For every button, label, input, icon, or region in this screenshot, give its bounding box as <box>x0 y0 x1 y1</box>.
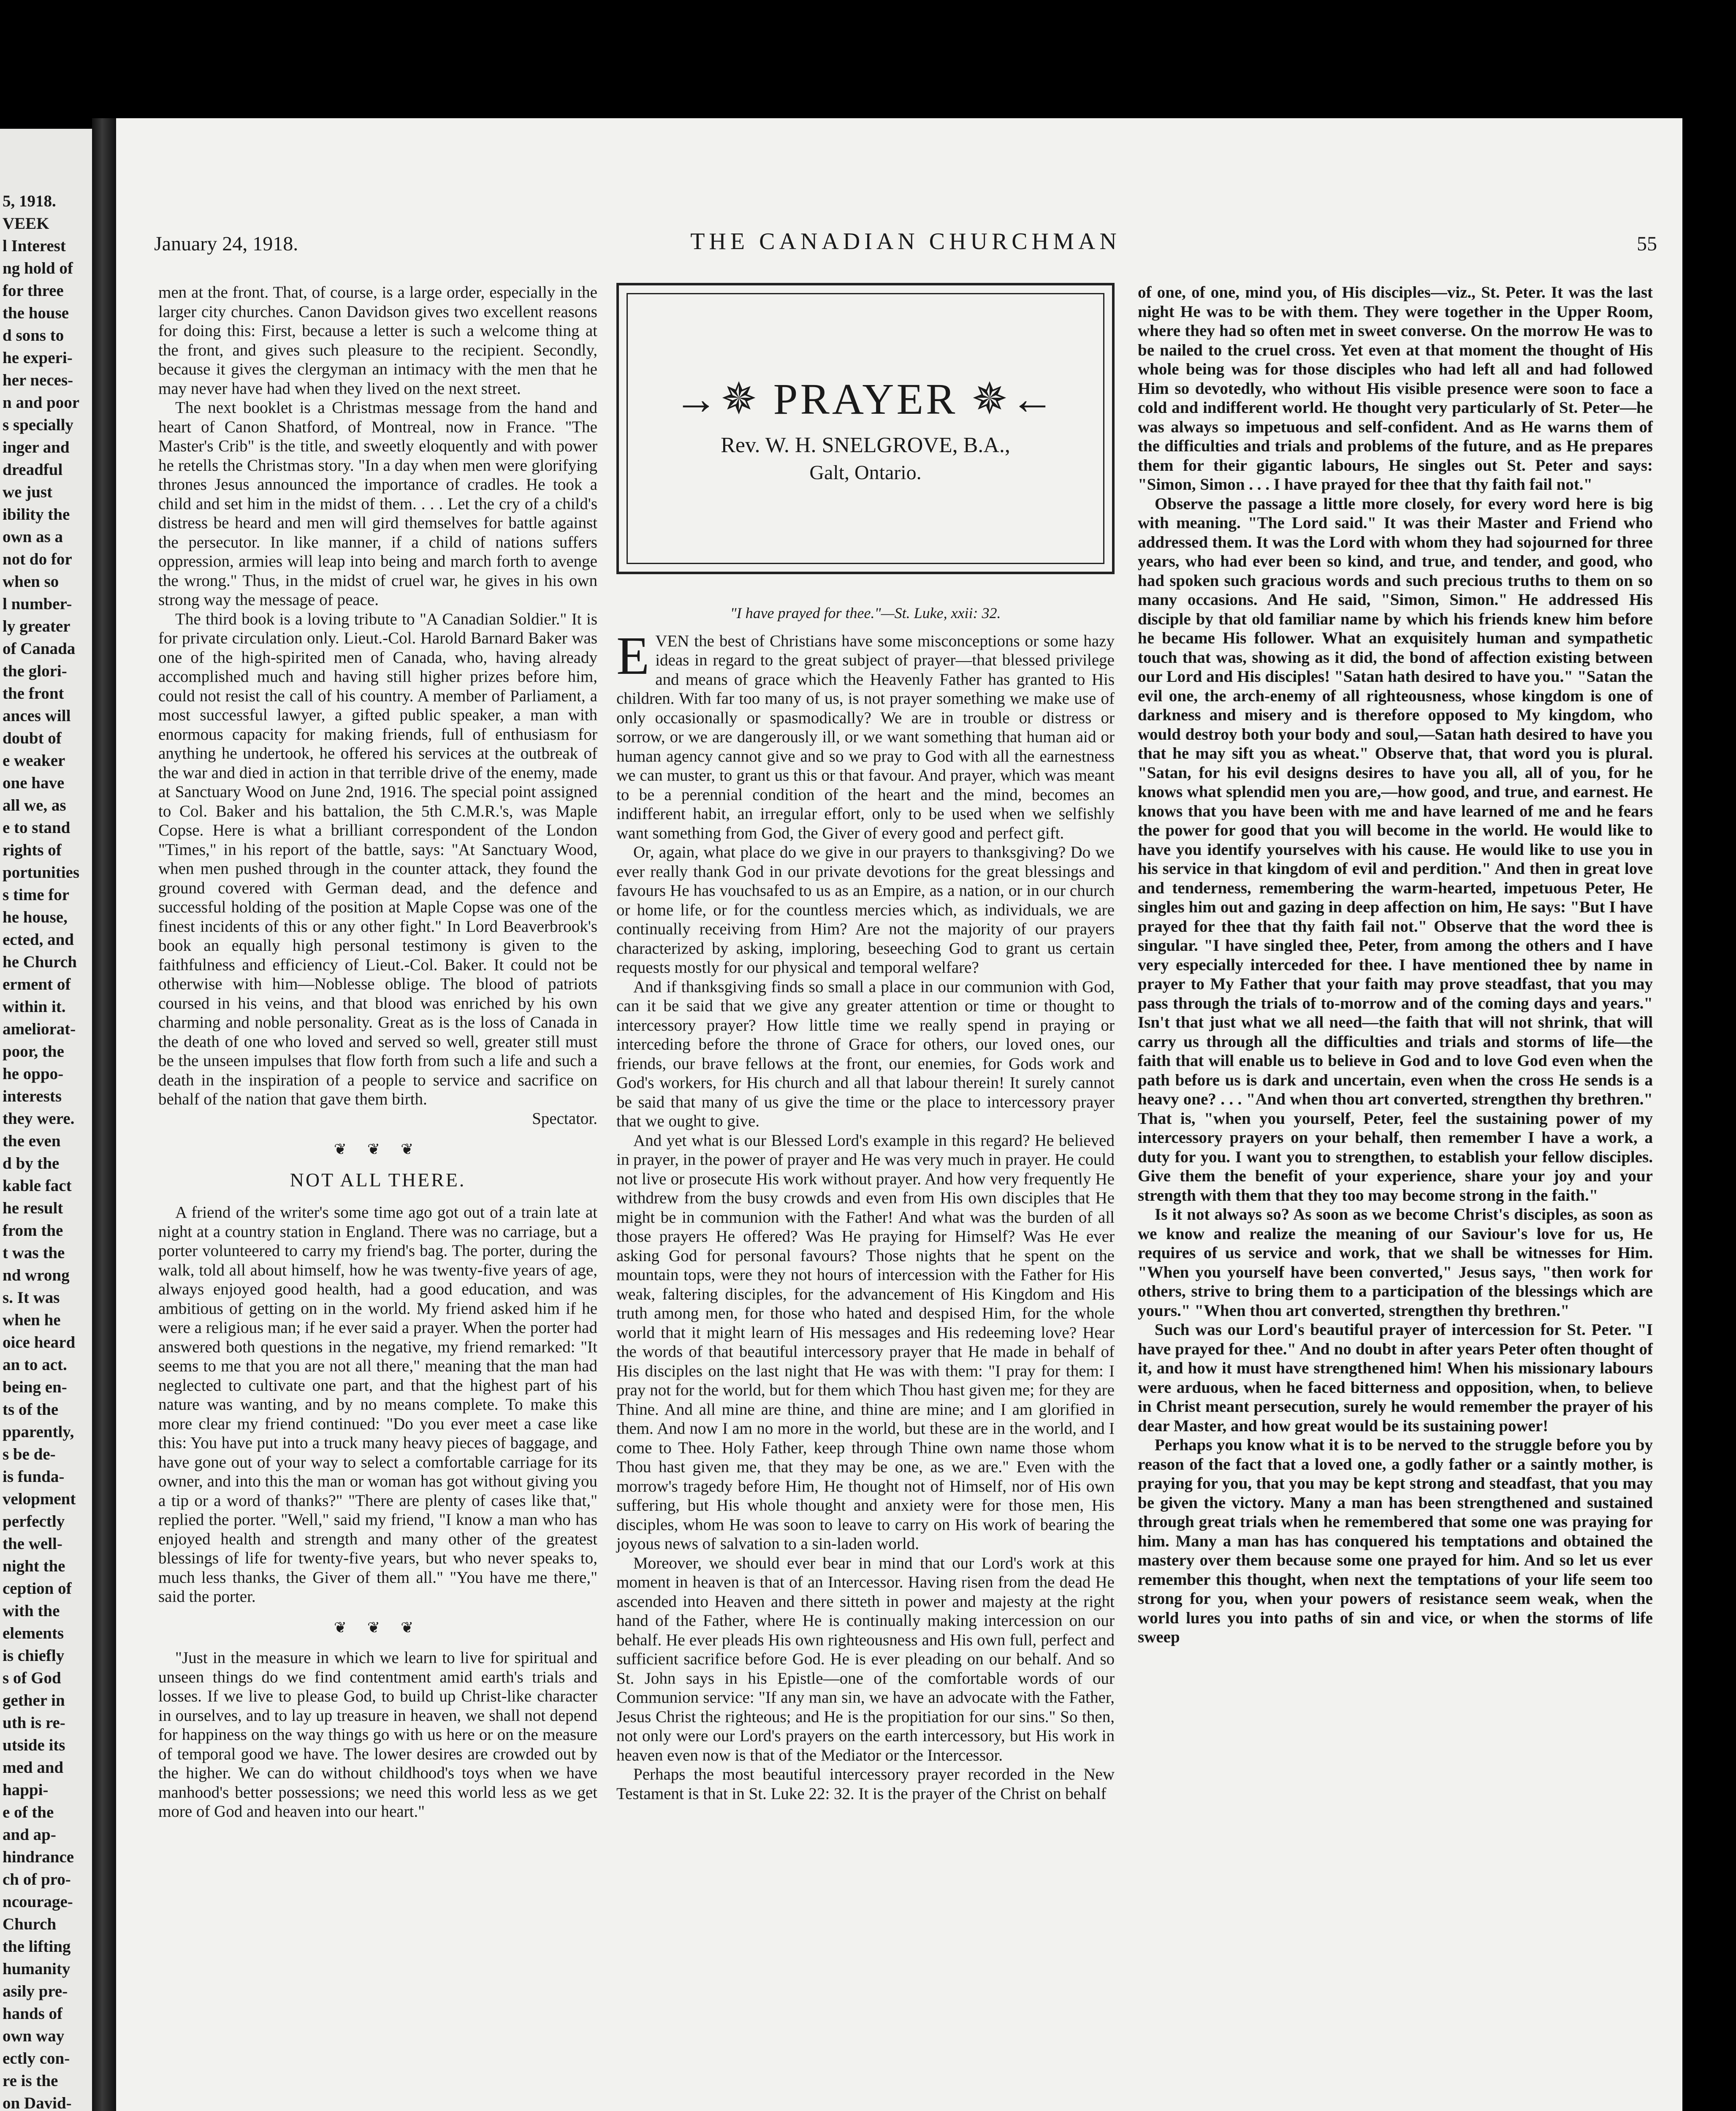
fragment-line: erment of <box>3 975 71 993</box>
section-ornament: ❦ ❦ ❦ <box>334 1141 422 1158</box>
fragment-line: the house <box>3 304 69 322</box>
paragraph: of one, of one, mind you, of His disciples—viz., St. Peter. It was the last night He was to be with them. They were together in the Upper Room, where they had so often met in sweet converse. On the morrow He was to be nailed to the cruel cross. Yet even at that moment the thought of His whole being was for those disciples who had left all and had followed Him so devotedly, who without His visible presence were soon to face a cold and indifferent world. He thought very particularly of St. Peter—he was always so impetuous and self-confident. And as He warns them of the difficulties and trials and problems of the future, and as He prepares them for their gigantic labours, He singles out St. Peter and says: "Simon, Simon . . . I have prayed for thee that thy faith fail not." <box>1138 283 1653 494</box>
section-ornament: ❦ ❦ ❦ <box>334 1619 422 1636</box>
fragment-line: with the <box>3 1602 60 1620</box>
fragment-line: s. It was <box>3 1289 60 1307</box>
fragment-line: elements <box>3 1624 64 1642</box>
paragraph: "Just in the measure in which we learn to live for spiritual and unseen things do we find contentment amid earth's trials and losses. If we live to please God, to build up Christ-like character in ourselves, and to lay up treasure in heaven, we shall not depend for happiness on the way things go with us here or on the measure of temporal good we have. The lower desires are crowded out by the higher. We can do without childhood's toys when we have manhood's better possessions; we need this world less as we get more of God and heaven into our heart." <box>158 1649 597 1821</box>
fragment-line: ances will <box>3 707 71 725</box>
paragraph: And if thanksgiving finds so small a place in our communion with God, can it be said that we give any greater attention or time or thought to intercessory prayer? How little time we really spend in praying or interceding before the throne of Grace for others, our loved ones, our friends, our brave fellows at the front, our enemies, for Gods work and God's workers, for His church and all that labour therein! It surely cannot be said that many of us give the time or the place to intercessory prayer that we ought to give. <box>616 977 1115 1130</box>
fragment-line: ch of pro- <box>3 1870 71 1889</box>
fragment-line: ected, and <box>3 931 74 949</box>
fragment-line: one have <box>3 774 65 792</box>
paragraph: Such was our Lord's beautiful prayer of intercession for St. Peter. "I have prayed for thee." And no doubt in after years Peter often thought of it, and how it must have strengthened him! When his missionary labours were arduous, when he faced bitterness and opposition, when, to believe in Christ meant persecution, surely he would remember the prayer of his dear Master, and how great would be its sustaining power! <box>1138 1321 1653 1435</box>
paragraph: And yet what is our Blessed Lord's example in this regard? He believed in prayer, in the power of prayer and He was very much in prayer. He could not live or prosecute His work without prayer. And how very frequently He withdrew from the busy crowds and even from His own disciples that He might be in communion with the Father! And what was the burden of all those prayers He offered? Was He praying for Himself? Was He ever asking God for personal favours? Those nights that he spent on the mountain tops, were they not hours of intercession with the Father for His weak, faltering disciples, for the advancement of His Kingdom and His truth among men, for those who hated and despised Him, for the whole world that it might learn of His messages and His redeeming love? Hear the words of that beautiful intercessory prayer that He made in behalf of His disciples on the last night that He was with them: "I pray for them: I pray not for the world, but for them which Thou hast given me; for they are Thine. And all mine are thine, and thine are mine; and I am glorified in them. And now I am no more in the world, but these are in the world, and I come to Thee. Holy Father, keep through Thine own name those whom Thou hast given me, that they may be one, as we are." Even with the morrow's tragedy before Him, He thought not of Himself, nor of His own suffering, but His whole thought and anxiety were for those men, His disciples, whom He was soon to leave to carry on His work of bearing the joyous news of salvation to a sin-laden world. <box>616 1131 1115 1553</box>
fragment-line: asily pre- <box>3 1982 68 2000</box>
fragment-line: inger and <box>3 438 70 456</box>
fragment-line: dreadful <box>3 461 63 479</box>
page-header <box>154 228 1657 266</box>
fragment-line: d sons to <box>3 326 64 345</box>
fragment-line: all we, as <box>3 796 66 814</box>
title-box-inner <box>627 293 1104 564</box>
fragment-line: he result <box>3 1199 63 1217</box>
paragraph: Is it not always so? As soon as we become Christ's disciples, as soon as we know and realize the meaning of our Saviour's love for us, He requires of us service and work, that we shall be witnesses for Him. "When you yourself have been converted," Jesus says, "then work for others, strive to bring them to a participation of the blessings which are yours." "When thou art converted, strengthen thy brethren." <box>1138 1205 1653 1320</box>
column-left <box>158 283 597 1821</box>
publication-title: THE CANADIAN CHURCHMAN <box>690 228 1121 255</box>
fragment-line: the glori- <box>3 662 67 680</box>
fragment-line: gether in <box>3 1691 65 1709</box>
fragment-line: hands of <box>3 2005 62 2023</box>
adjacent-page-fragment <box>0 129 92 2111</box>
fragment-line: he oppo- <box>3 1065 64 1083</box>
fragment-line: kable fact <box>3 1177 72 1195</box>
fragment-line: med and <box>3 1758 64 1777</box>
fragment-line: an to act. <box>3 1356 67 1374</box>
article-title-box <box>616 283 1115 574</box>
paragraph: Or, again, what place do we give in our prayers to thanksgiving? Do we ever really thank God in our private devotions for the great blessings and favours He has vouchsafed to us as an Empire, as a nation, or in our church or home life, or for the countless mercies which, as individuals, we are continually receiving from Him? Are not the majority of our prayers characterized by asking, imploring, beseeching God to grant us certain requests mostly for our physical and temporal welfare? <box>616 843 1115 977</box>
fragment-line: ncourage- <box>3 1893 73 1911</box>
paragraph: Perhaps the most beautiful intercessory prayer recorded in the New Testament is that in St. Luke 22: 32. It is the prayer of the Christ on behalf <box>616 1765 1115 1803</box>
fragment-line: ts of the <box>3 1400 59 1419</box>
fragment-line: nd wrong <box>3 1266 70 1284</box>
fragment-line: is funda- <box>3 1468 65 1486</box>
fragment-line: ameliorat- <box>3 1020 76 1038</box>
fragment-line: they were. <box>3 1110 75 1128</box>
fragment-line: perfectly <box>3 1512 65 1530</box>
paragraph: Perhaps you know what it is to be nerved to the struggle before you by reason of the fact that a loved one, a godly father or a saintly mother, is praying for you, that you may be kept strong and steadfast, that you may be given the victory. Many a man has been strengthened and sustained through great trials when he remembered that some one was praying for him. Many a man has has conquered his temptations and obtained the mastery over them because some one prayed for him. And so let us ever remember this thought, when next the temptations of your life seem too strong for you, when your powers of resistance seem weak, when the world lures you into paths of sin and vice, or when the storms of life sweep <box>1138 1436 1653 1646</box>
fragment-line: is chiefly <box>3 1647 65 1665</box>
author-location: Galt, Ontario. <box>809 461 922 484</box>
fragment-line: he house, <box>3 908 68 926</box>
fragment-line: n and poor <box>3 393 80 412</box>
fragment-line: we just <box>3 483 53 501</box>
fragment-line: hindrance <box>3 1848 74 1866</box>
fragment-line: ibility the <box>3 505 70 524</box>
page-number: 55 <box>1637 233 1657 255</box>
fragment-line: rights of <box>3 841 62 859</box>
fragment-line: the well- <box>3 1535 62 1553</box>
article-author: Rev. W. H. SNELGROVE, B.A., <box>721 433 1010 457</box>
paragraph-text: VEN the best of Christians have some misconceptions or some hazy ideas in regard to the great subject of prayer—that blessed privilege and means of grace which the Heavenly Father has granted to His children. With far too many of us, is not prayer something we make use of only occasionally or spasmodically? We are in trouble or distress or sorrow, or we are dangerously ill, or we want something that human aid or human agency cannot give and so we pray to God with all the earnestness we can muster, to grant us this or that favour. And prayer, which was meant to be a perennial condition of the heart and the mind, becomes an indifferent habit, an irregular effort, only to be used when we selfishly want something from God, the Giver of every good and perfect gift. <box>616 632 1115 842</box>
fragment-line: own as a <box>3 528 63 546</box>
book-gutter <box>92 118 117 2111</box>
fragment-line: interests <box>3 1087 62 1105</box>
fragment-line: s be de- <box>3 1445 56 1463</box>
fragment-line: when he <box>3 1311 61 1329</box>
fragment-line: pparently, <box>3 1423 74 1441</box>
fragment-line: her neces- <box>3 371 73 389</box>
fragment-line: l number- <box>3 595 72 613</box>
article-heading: NOT ALL THERE. <box>290 1169 466 1191</box>
fragment-line: ectly con- <box>3 2049 70 2068</box>
fragment-line: e weaker <box>3 752 65 770</box>
fragment-line: l Interest <box>3 237 66 255</box>
paragraph: men at the front. That, of course, is a large order, especially in the larger city churches. Canon Davidson gives two excellent reasons for doing this: First, because a letter is such a welcome thing at the front, and gives such pleasure to the recipient. Secondly, because it gives the clergyman an intimacy with the men that he may never have had when they lived on the next street. <box>158 283 597 398</box>
fragment-line: d by the <box>3 1154 60 1172</box>
fragment-line: ception of <box>3 1579 72 1598</box>
fragment-line: doubt of <box>3 729 62 747</box>
fragment-line: e to stand <box>3 819 71 837</box>
drop-cap: E <box>616 625 650 686</box>
fragment-line: own way <box>3 2027 65 2045</box>
fragment-line: on David- <box>3 2094 72 2111</box>
article-title: →✵ PRAYER ✵← <box>674 375 1057 423</box>
fragment-line: night the <box>3 1557 65 1575</box>
scripture-epigraph: "I have prayed for thee."—St. Luke, xxii: 32. <box>730 605 1001 621</box>
fragment-line: re is the <box>3 2072 58 2090</box>
fragment-line: happi- <box>3 1781 49 1799</box>
fragment-line: of Canada <box>3 640 76 658</box>
fragment-line: t was the <box>3 1244 65 1262</box>
fragment-line: VEEK <box>3 214 49 233</box>
newspaper-page <box>116 118 1682 2111</box>
fragment-line: velopment <box>3 1490 76 1508</box>
fragment-line: uth is re- <box>3 1714 65 1732</box>
column-middle <box>616 604 1115 1803</box>
paragraph: Moreover, we should ever bear in mind that our Lord's work at this moment in heaven is that of an Intercessor. Having risen from the dead He ascended into Heaven and there sitteth in power and majesty at the right hand of the Father, where He is continually making intercession on our behalf. He ever pleads His own righteousness and His own full, perfect and sufficient sacrifice before God. He is ever pleading on our behalf. And so St. John says in his Epistle—one of the comfortable words of our Communion service: "If any man sin, we have an advocate with the Father, Jesus Christ the righteous; and He is the propitiation for our sins." So then, not only were our Lord's prayers on the earth intercessory, but His work in heaven even now is that of the Mediator or the Intercessor. <box>616 1554 1115 1764</box>
fragment-line: s of God <box>3 1669 61 1687</box>
fragment-line: Church <box>3 1915 57 1933</box>
author-signature: Spectator. <box>532 1109 597 1128</box>
fragment-line: he Church <box>3 953 77 971</box>
paragraph: Observe the passage a little more closely, for every word here is big with meaning. "The Lord said." It was their Master and Friend who addressed them. It was the Lord with whom they had sojourned for three years, who had ever been so kind, and true, and tender, and good, who had spoken such gracious words and such precious truths to them on so many occasions. And He said, "Simon, Simon." He addressed His disciple by that old familiar name by which his friends knew him before he became His follower. What an exquisitely human and sympathetic touch that was, showing as it did, the bond of affection existing between our Lord and His disciples! "Satan hath desired to have you." "Satan the evil one, the arch-enemy of all righteousness, whose kingdom is one of darkness and misery and is therefore opposed to My kingdom, who would destroy both your body and soul,—Satan hath desired to have you that he may sift you as wheat." Observe that, that word you is plural. "Satan, for his evil designs desires to have you all, all of you, for he knows what splendid men you are,—how good, and true, and earnest. He knows that you have been with me and have learned of me and he fears the power for good that you will become in the world. He would like to have you identify yourselves with his cause. He would like to use you in his service in that kingdom of evil and perdition." And then in great love and tenderness, remembering the warm-hearted, impetuous Peter, He singles him out and gazing in deep affection on him, He says: "But I have prayed for thee that thy faith fail not." Observe that the word thee is singular. "I have singled thee, Peter, from among the others and I have very especially interceded for thee. I have mentioned thee by name in prayer to My Father that your faith may prove steadfast, that you may pass through the trials of to-morrow and of the coming days and years." Isn't that just what we all need—the faith that will not shrink, that will carry us through all the difficulties and trials and storms of life—the faith that will enable us to believe in God and to love God even when the path before us is dark and uncertain, even when the cross He sends is a heavy one? . . . "And when thou art converted, strengthen thy brethren." That is, "when you yourself, Peter, feel the sustaining power of my intercessory prayers on your behalf, then remember I have a work, a duty for you. I want you to strengthen, to establish your fellow disciples. Give them the benefit of your experience, share your joy and your strength with them that they too may become strong in the faith." <box>1138 494 1653 1205</box>
fragment-line: within it. <box>3 998 66 1016</box>
paragraph: The third book is a loving tribute to "A Canadian Soldier." It is for private circulation only. Lieut.-Col. Harold Barnard Baker was one of the high-spirited men of Canada, who, having already accomplished much and having still higher prizes before him, could not resist the call of his country. A member of Parliament, a most successful lawyer, a gifted public speaker, a man with enormous capacity for making friends, full of enthusiasm for anything he undertook, he offered his services at the outbreak of the war and died in action in that terrible drive of the enemy, made at Sanctuary Wood on June 2nd, 1916. The special point assigned to Col. Baker and his battalion, the 5th C.M.R.'s, was Maple Copse. Here is what a brilliant correspondent of the London "Times," in his report of the battle, says: "At Sanctuary Wood, when men pushed through in the counter attack, they found the ground covered with German dead, and the defence and successful holding of the position at Maple Copse was one of the finest incidents of this or any other fight." In Lord Beaverbrook's book an equally high personal testimony is given to the faithfulness and efficiency of Lieut.-Col. Baker. It could not be otherwise with him—Noblesse oblige. The blood of patriots coursed in his veins, and that blood was enriched by his own charming and noble personality. Great as is the loss of Canada in the death of one who loved and served so well, greater still must be the unseen impulses that flow forth from such a life and such a death in the inspiration of a people to service and sacrifice on behalf of the nation that gave them birth. <box>158 610 597 1108</box>
paragraph <box>616 625 1115 843</box>
fragment-line: oice heard <box>3 1333 76 1351</box>
fragment-line: 5, 1918. <box>3 192 56 210</box>
fragment-line: not do for <box>3 550 72 568</box>
fragment-line: when so <box>3 573 59 591</box>
fragment-line: poor, the <box>3 1042 64 1061</box>
fragment-line: the lifting <box>3 1937 71 1956</box>
fragment-line: he experi- <box>3 349 73 367</box>
fragment-line: the front <box>3 684 64 703</box>
fragment-line: being en- <box>3 1378 67 1396</box>
fragment-line: e of the <box>3 1803 54 1821</box>
column-right <box>1138 283 1653 1647</box>
fragment-line: ly greater <box>3 617 71 635</box>
issue-date: January 24, 1918. <box>154 233 298 255</box>
fragment-line: utside its <box>3 1736 65 1754</box>
fragment-line: and ap- <box>3 1826 56 1844</box>
fragment-line: the even <box>3 1132 61 1150</box>
fragment-line: humanity <box>3 1960 71 1978</box>
paragraph: The next booklet is a Christmas message from the hand and heart of Canon Shatford, of Montreal, now in France. "The Master's Crib" is the title, and sweetly eloquently and with power he retells the Christmas story. "In a day when men were glorifying thrones Jesus announced the importance of cradles. He took a child and set him in the midst of them. . . . Let the cry of a child's distress be heard and men will gird themselves for battle against the persecutor. In like manner, if a child of nations suffers oppression, armies will leap into being and march forth to avenge the wrong." Thus, in the midst of cruel war, he gives in his own strong way the message of peace. <box>158 399 597 609</box>
fragment-line: s time for <box>3 886 70 904</box>
paragraph: A friend of the writer's some time ago got out of a train late at night at a country station in England. There was no carriage, but a porter volunteered to carry my friend's bag. The porter, during the walk, told all about himself, how he was twenty-five years of age, always enjoyed good health, had a good education, and was ambitious of getting on in the world. My friend asked him if he were a religious man; if he ever said a prayer. When the porter had answered both questions in the negative, my friend remarked: "It seems to me that you are not all there," meaning that the man had neglected to cultivate one part, and that the highest part of his nature was wanting, and by no means complete. To make this more clear my friend continued: "Do you ever meet a case like this: You have put into a truck many heavy pieces of baggage, and have gone out of your way to select a comfortable carriage for its owner, and into this the man or woman has got without giving you a tip or a word of thanks?" "There are plenty of cases like that," replied the porter. "Well," said my friend, "I know a man who has enjoyed health and strength and many other of the greatest blessings of life for twenty-five years, but who never speaks to, much less thanks, the Giver of them all." "You have me there," said the porter. <box>158 1203 597 1606</box>
fragment-line: portunities <box>3 863 80 882</box>
fragment-line: for three <box>3 282 64 300</box>
fragment-line: from the <box>3 1221 63 1240</box>
fragment-line: s specially <box>3 416 73 434</box>
fragment-line: ng hold of <box>3 259 73 277</box>
